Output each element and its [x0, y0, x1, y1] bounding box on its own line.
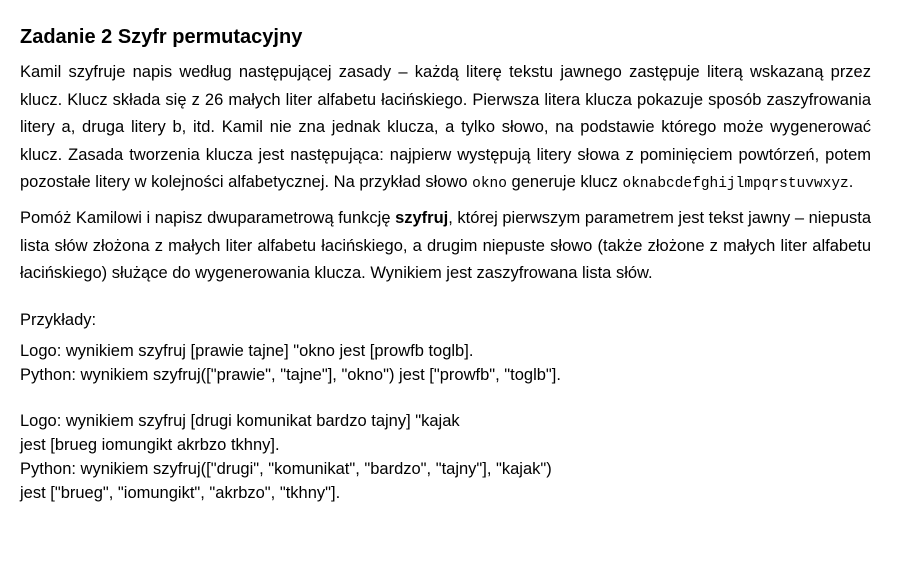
description-text-part2: generuje klucz: [506, 173, 623, 192]
example-key: oknabcdefghijlmpqrstuvwxyz: [622, 176, 849, 193]
example2-logo-line2: jest [brueg iomungikt akrbzo tkhny].: [20, 435, 280, 454]
function-name: szyfruj: [395, 208, 449, 227]
description-text-part3: .: [848, 173, 854, 192]
instruction-text-part2: , której pierwszym parametrem jest tekst jawny – niepusta lista słów złożona z małych liter alfabetu łacińskiego, a drugim niepuste słowo (także złożone z małych liter alfabetu łacińskiego) służące do wygenerowania klucza. Wynikiem jest zaszyfrowana lista słów.: [20, 208, 872, 283]
description-text-part1: Kamil szyfruje napis według następującej zasady – każdą literę tekstu jawnego zastępuje literą wskazaną przez klucz. Klucz składa się z 26 małych liter alfabetu łacińskiego. Pierwsza litera klucza pokazuje sposób zaszyfrowania litery a, druga litery b, itd. Kamil nie zna jednak klucza, a tylko słowo, na podstawie którego może wygenerować klucz. Zasada tworzenia klucza jest następująca: najpierw występują litery słowa z pominięciem powtórzeń, potem pozostałe litery w kolejności alfabetycznej. Na przykład słowo: [20, 63, 871, 192]
example2-python-line1: Python: wynikiem szyfruj(["drugi", "komunikat", "bardzo", "tajny"], "kajak"): [20, 459, 552, 478]
example1-python-line: Python: wynikiem szyfruj(["prawie", "tajne"], "okno") jest ["prowfb", "toglb"].: [20, 365, 561, 384]
examples-heading: Przykłady:: [20, 310, 97, 329]
instruction-text-part1: Pomóż Kamilowi i napisz dwuparametrową funkcję: [20, 208, 396, 227]
task-title: Zadanie 2 Szyfr permutacyjny: [20, 26, 303, 48]
example2-logo-line1: Logo: wynikiem szyfruj [drugi komunikat bardzo tajny] "kajak: [20, 411, 460, 430]
task-instruction-paragraph: [20, 205, 871, 288]
example2-python-line2: jest ["brueg", "iomungikt", "akrbzo", "tkhny"].: [20, 483, 341, 502]
example-block-2: [20, 409, 871, 505]
task-description-paragraph: [20, 59, 871, 199]
example-word-okno: okno: [472, 176, 507, 193]
example1-logo-line: Logo: wynikiem szyfruj [prawie tajne] "okno jest [prowfb toglb].: [20, 341, 474, 360]
example-block-1: [20, 339, 871, 387]
